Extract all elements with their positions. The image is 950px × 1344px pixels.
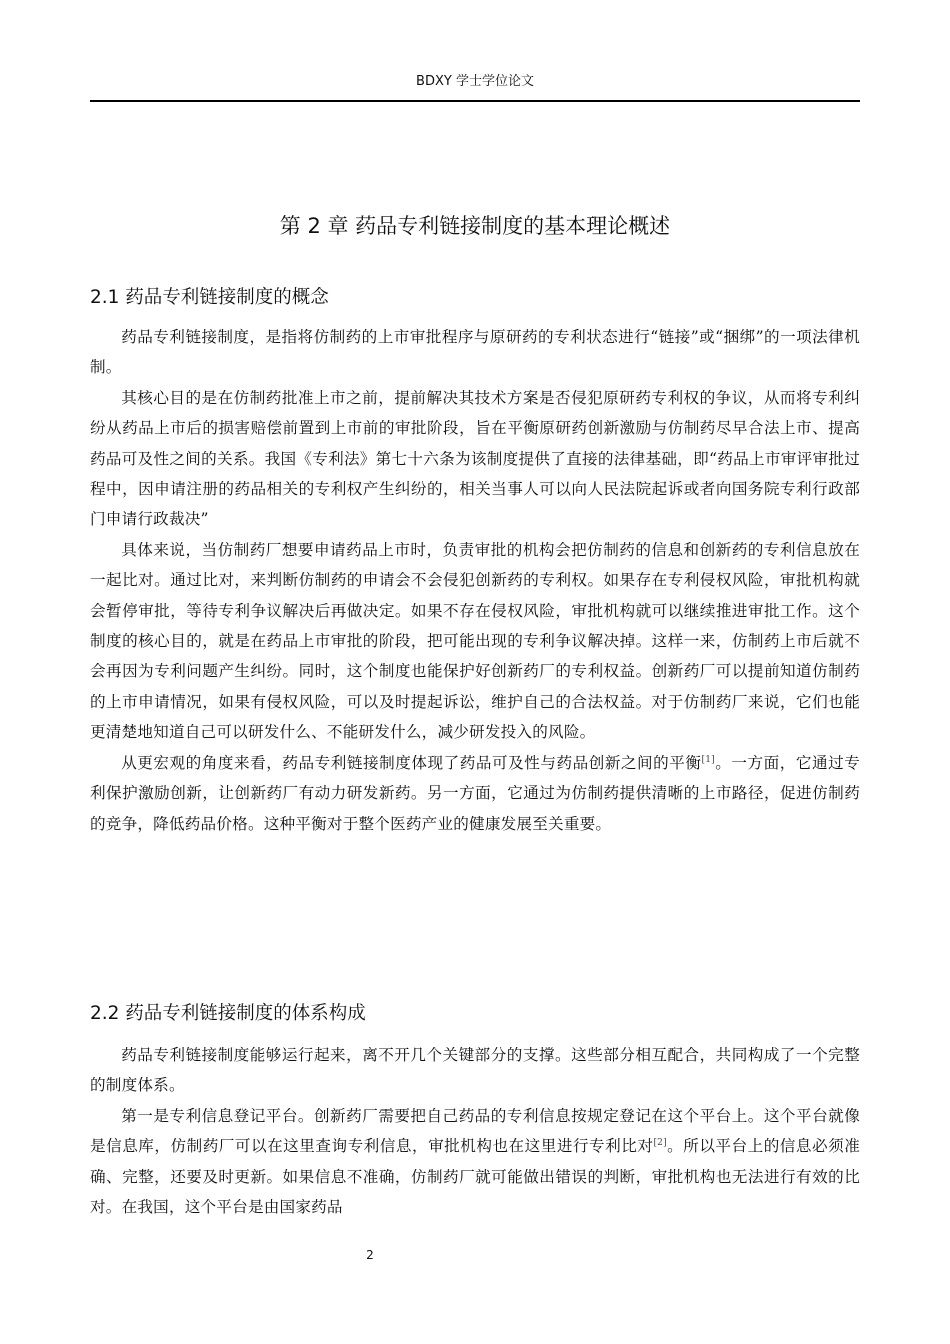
chapter-title: 第 2 章 药品专利链接制度的基本理论概述 (279, 214, 671, 238)
paragraph-text: 。一方面，它通过专利保护激励创新，让创新药厂有动力研发新药。另一方面，它通过为仿制药提供清晰的上市路径，促进仿制药的竞争，降低药品价格。这种平衡对于整个医药产业的健康发展至关重要。 (90, 753, 860, 833)
paragraph: 具体来说，当仿制药厂想要申请药品上市时，负责审批的机构会把仿制药的信息和创新药的专利信息放在一起比对。通过比对，来判断仿制药的申请会不会侵犯创新药的专利权。如果存在专利侵权风险，审批机构就会暂停审批，等待专利争议解决后再做决定。如果不存在侵权风险，审批机构就可以继续推进审批工作。这个制度的核心目的，就是在药品上市审批的阶段，把可能出现的专利争议解决掉。这样一来，仿制药上市后就不会再因为专利问题产生纠纷。同时，这个制度也能保护好创新药厂的专利权益。创新药厂可以提前知道仿制药的上市申请情况，如果有侵权风险，可以及时提起诉讼，维护自己的合法权益。对于仿制药厂来说，它们也能更清楚地知道自己可以研发什么、不能研发什么，减少研发投入的风险。 (90, 540, 860, 742)
citation-marker: [1] (701, 754, 715, 765)
paragraph (90, 748, 860, 839)
section-2-2-body (90, 1040, 860, 1222)
section-heading-2-2: 2.2 药品专利链接制度的体系构成 (90, 1003, 366, 1024)
page-number: 2 (366, 1248, 374, 1262)
paragraph-text: 第一是专利信息登记平台。创新药厂需要把自己药品的专利信息按规定登记在这个平台上。这个平台就像是信息库，仿制药厂可以在这里查询专利信息，审批机构也在这里进行专利比对 (90, 1106, 860, 1156)
section-2-1-body (90, 322, 860, 839)
header-rule (90, 100, 860, 102)
paragraph-text: 。所以平台上的信息必须准确、完整，还要及时更新。如果信息不准确，仿制药厂就可能做出错误的判断，审批机构也无法进行有效的比对。在我国，这个平台是由国家药品 (90, 1137, 860, 1217)
running-header: BDXY 学士学位论文 (416, 74, 534, 89)
paragraph: 其核心目的是在仿制药批准上市之前，提前解决其技术方案是否侵犯原研药专利权的争议，从而将专利纠纷从药品上市后的损害赔偿前置到上市前的审批阶段，旨在平衡原研药创新激励与仿制药尽早合法上市、提高药品可及性之间的关系。我国《专利法》第七十六条为该制度提供了直接的法律基础，即“药品上市审评审批过程中，因申请注册的药品相关的专利权产生纠纷的，相关当事人可以向人民法院起诉或者向国务院专利行政部门申请行政裁决” (90, 388, 860, 529)
citation-marker: [2] (653, 1138, 667, 1149)
paragraph-text: 从更宏观的角度来看，药品专利链接制度体现了药品可及性与药品创新之间的平衡 (121, 753, 702, 772)
paragraph (90, 1101, 860, 1223)
paragraph: 药品专利链接制度能够运行起来，离不开几个关键部分的支撑。这些部分相互配合，共同构成了一个完整的制度体系。 (90, 1046, 860, 1095)
section-heading-2-1: 2.1 药品专利链接制度的概念 (90, 287, 329, 308)
paragraph: 药品专利链接制度，是指将仿制药的上市审批程序与原研药的专利状态进行“链接”或“捆绑”的一项法律机制。 (90, 328, 860, 377)
